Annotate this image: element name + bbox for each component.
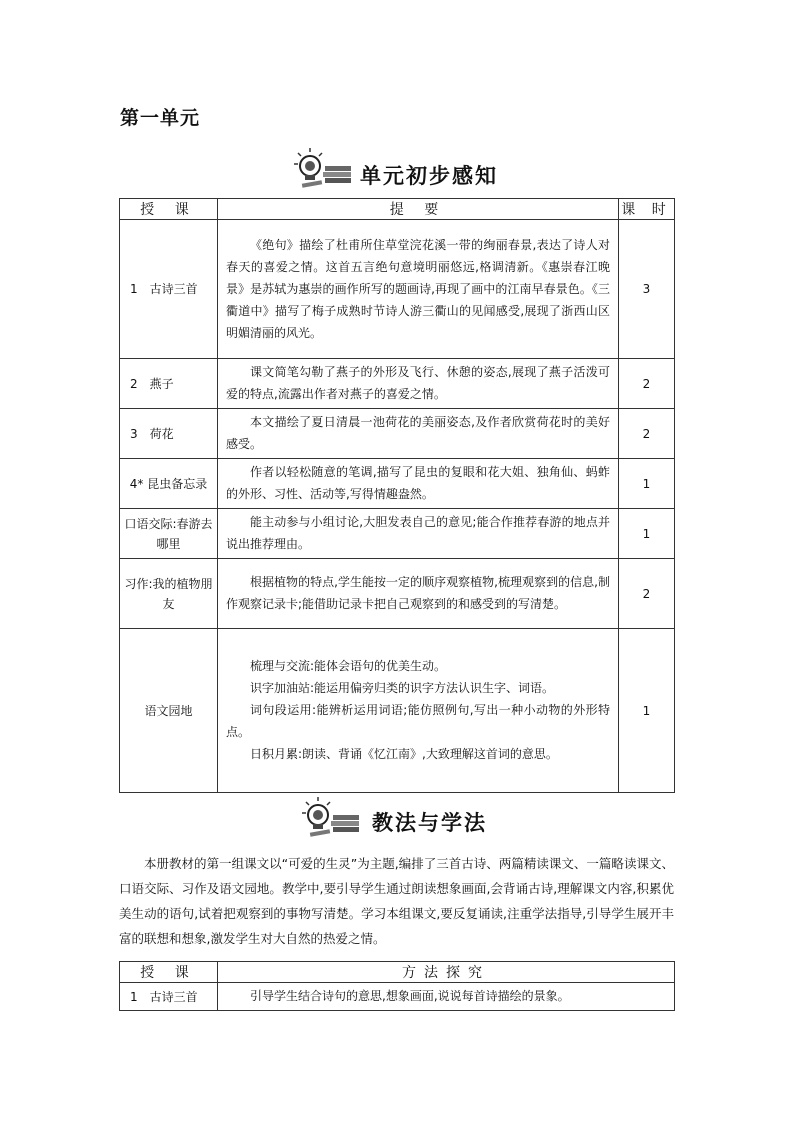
- summary-paragraph: 能主动参与小组讨论,大胆发表自己的意见;能合作推荐春游的地点并说出推荐理由。: [226, 515, 610, 551]
- table-row: [120, 983, 675, 1011]
- table-row: [120, 509, 675, 559]
- summary-paragraph: 课文简笔勾勒了燕子的外形及飞行、休憩的姿态,展现了燕子活泼可爱的特点,流露出作者对燕子的喜爱之情。: [226, 365, 610, 401]
- summary-paragraph: 作者以轻松随意的笔调,描写了昆虫的复眼和花大姐、独角仙、蚂蚱的外形、习性、活动等,写得情趣盎然。: [226, 465, 610, 501]
- lesson-cell: 语文园地: [120, 629, 218, 793]
- method-text: 引导学生结合诗句的意思,想象画面,说说每首诗描绘的景象。: [250, 989, 570, 1003]
- section-heading-methods: [0, 795, 794, 845]
- hours-cell: 2: [619, 359, 675, 409]
- table-row: [120, 220, 675, 359]
- summary-cell: [218, 459, 619, 509]
- lesson-cell: 3 荷花: [120, 409, 218, 459]
- summary-paragraph: 本文描绘了夏日清晨一池荷花的美丽姿态,及作者欣赏荷花时的美好感受。: [226, 415, 610, 451]
- hours-cell: 1: [619, 509, 675, 559]
- hours-cell: 2: [619, 409, 675, 459]
- method-cell: [218, 983, 675, 1011]
- hours-cell: 2: [619, 559, 675, 629]
- summary-cell: [218, 559, 619, 629]
- methods-table: [119, 961, 675, 1011]
- summary-cell: [218, 359, 619, 409]
- overview-table: [119, 198, 675, 793]
- header-hours: 课 时: [619, 199, 675, 220]
- section-heading-overview: [0, 146, 794, 196]
- summary-cell: [218, 409, 619, 459]
- lightbulb-books-icon: [298, 795, 360, 841]
- hours-cell: 1: [619, 459, 675, 509]
- table-row: [120, 459, 675, 509]
- overview-table-header: [120, 199, 675, 220]
- summary-paragraph: 根据植物的特点,学生能按一定的顺序观察植物,梳理观察到的信息,制作观察记录卡;能借助记录卡把自己观察到的和感受到的写清楚。: [226, 575, 610, 611]
- header-lesson: 授 课: [120, 199, 218, 220]
- table-row: [120, 629, 675, 793]
- section-title-overview: 单元初步感知: [360, 163, 498, 188]
- summary-paragraph: 识字加油站:能运用偏旁归类的识字方法认识生字、词语。: [250, 681, 555, 695]
- summary-paragraph: 词句段运用:能辨析运用词语;能仿照例句,写出一种小动物的外形特点。: [226, 703, 610, 739]
- summary-paragraph: 《绝句》描绘了杜甫所住草堂浣花溪一带的绚丽春景,表达了诗人对春天的喜爱之情。这首五言绝句意境明丽悠远,格调清新。《惠崇春江晚景》是苏轼为惠崇的画作所写的题画诗,再现了画中的江南早春景色。《三衢道中》描写了梅子成熟时节诗人游三衢山的见闻感受,展现了浙西山区明媚清丽的风光。: [226, 237, 610, 340]
- lesson-cell: 口语交际:春游去哪里: [120, 509, 218, 559]
- table-row: [120, 409, 675, 459]
- table-row: [120, 559, 675, 629]
- unit-title: 第一单元: [120, 107, 201, 129]
- lesson-cell: 1 古诗三首: [120, 983, 218, 1011]
- summary-paragraph: 日积月累:朗读、背诵《忆江南》,大致理解这首词的意思。: [250, 747, 558, 761]
- summary-cell: [218, 220, 619, 359]
- methods-intro-paragraph: 本册教材的第一组课文以“可爱的生灵”为主题,编排了三首古诗、两篇精读课文、一篇略读课文、口语交际、习作及语文园地。教学中,要引导学生通过朗读想象画面,会背诵古诗,理解课文内容,积累优美生动的语句,试着把观察到的事物写清楚。学习本组课文,要反复诵读,注重学法指导,引导学生展开丰富的联想和想象,激发学生对大自然的热爱之情。: [119, 856, 674, 946]
- summary-cell: [218, 629, 619, 793]
- lesson-cell: 2 燕子: [120, 359, 218, 409]
- lesson-cell: 习作:我的植物朋友: [120, 559, 218, 629]
- summary-cell: [218, 509, 619, 559]
- hours-cell: 3: [619, 220, 675, 359]
- methods-table-header: [120, 962, 675, 983]
- lesson-cell: 4* 昆虫备忘录: [120, 459, 218, 509]
- header-summary: 提 要: [218, 199, 619, 220]
- header-method: 方法探究: [218, 962, 675, 983]
- section-title-methods: 教法与学法: [372, 810, 487, 835]
- lightbulb-books-icon: [290, 146, 352, 192]
- summary-paragraph: 梳理与交流:能体会语句的优美生动。: [250, 659, 447, 673]
- table-row: [120, 359, 675, 409]
- hours-cell: 1: [619, 629, 675, 793]
- header-lesson: 授 课: [120, 962, 218, 983]
- lesson-cell: 1 古诗三首: [120, 220, 218, 359]
